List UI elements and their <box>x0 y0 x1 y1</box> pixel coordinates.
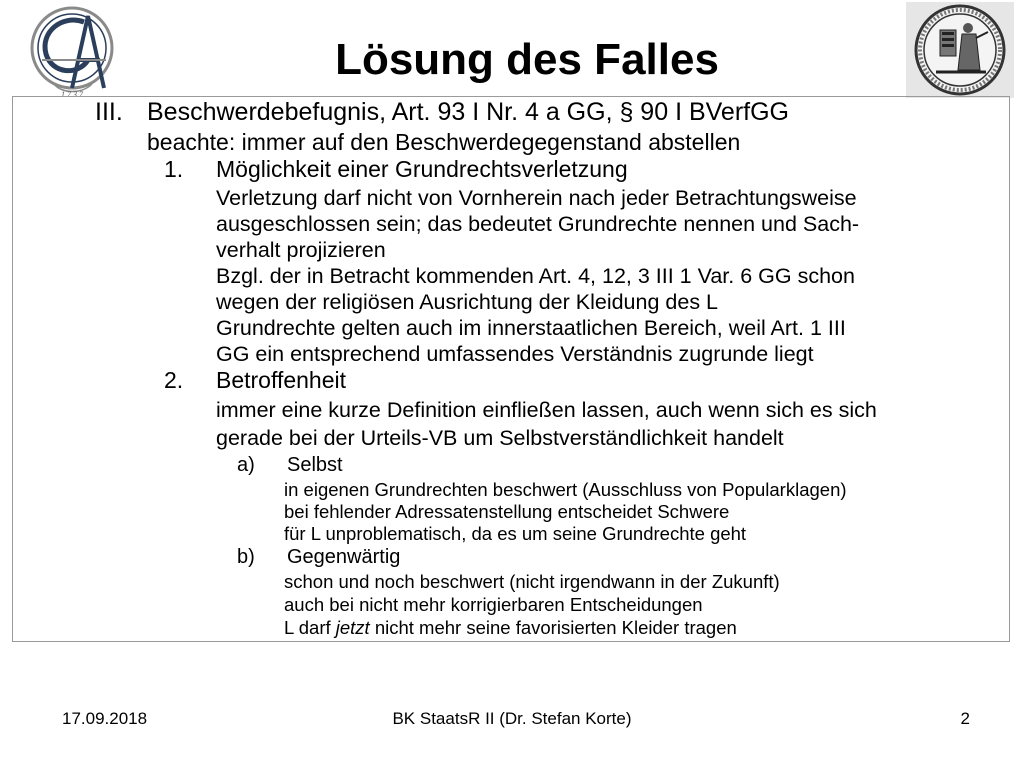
point-2-number: 2. <box>164 367 184 393</box>
point-1-text-line: Bzgl. der in Betracht kommenden Art. 4, 12, 3 III 1 Var. 6 GG schon <box>216 264 855 288</box>
point-1-text-line: verhalt projizieren <box>216 238 386 262</box>
point-2-heading <box>164 367 346 394</box>
subpoint-a-label: a) <box>237 454 255 476</box>
point-1-heading <box>164 156 628 183</box>
section-heading <box>95 98 789 127</box>
point-1-text-line: ausgeschlossen sein; das bedeutet Grundrechte nennen und Sach- <box>216 212 860 236</box>
section-number: III. <box>95 98 123 126</box>
point-2-title: Betroffenheit <box>216 367 347 393</box>
subpoint-a-title: Selbst <box>287 454 343 476</box>
seal-emblem <box>906 2 1014 98</box>
subpoint-b-label: b) <box>237 546 255 568</box>
subpoint-b-text-line <box>284 617 737 639</box>
point-1-text-line: wegen der religiösen Ausrichtung der Kleidung des L <box>216 290 718 314</box>
subpoint-b-last-post: nicht mehr seine favorisierten Kleider tragen <box>369 617 737 638</box>
point-1-title: Möglichkeit einer Grundrechtsverletzung <box>216 156 628 182</box>
subpoint-a-heading <box>237 454 343 477</box>
footer-title: BK StaatsR II (Dr. Stefan Korte) <box>392 709 632 728</box>
subpoint-b-text-line: schon und noch beschwert (nicht irgendwann in der Zukunft) <box>284 571 780 592</box>
point-1-text-line: Verletzung darf nicht von Vornherein nach jeder Betrachtungsweise <box>216 186 857 210</box>
subpoint-b-heading <box>237 546 400 569</box>
subpoint-a-text-line: bei fehlender Adressatenstellung entscheidet Schwere <box>284 501 730 522</box>
university-logo <box>22 2 122 100</box>
point-2-text-line: gerade bei der Urteils-VB um Selbstverständlichkeit handelt <box>216 426 784 450</box>
section-note: beachte: immer auf den Beschwerdegegenstand abstellen <box>147 129 741 155</box>
point-1-number: 1. <box>164 156 184 182</box>
logo-year: 1 7 3 7 <box>61 90 83 99</box>
point-1-text-line: Grundrechte gelten auch im innerstaatlichen Bereich, weil Art. 1 III <box>216 316 846 340</box>
subpoint-b-last-pre: L darf <box>284 617 336 638</box>
emphasis-word: jetzt <box>335 617 370 638</box>
point-2-text-line: immer eine kurze Definition einfließen lassen, auch wenn sich es sich <box>216 398 877 422</box>
subpoint-a-text-line: in eigenen Grundrechten beschwert (Ausschluss von Popularklagen) <box>284 479 847 500</box>
footer-date: 17.09.2018 <box>62 709 148 728</box>
subpoint-b-title: Gegenwärtig <box>287 546 401 568</box>
point-1-text-line: GG ein entsprechend umfassendes Verständnis zugrunde liegt <box>216 342 814 366</box>
slide-title: Lösung des Falles <box>335 35 719 84</box>
subpoint-b-text-line: auch bei nicht mehr korrigierbaren Entscheidungen <box>284 594 703 615</box>
page-number: 2 <box>960 709 970 728</box>
section-title: Beschwerdebefugnis, Art. 93 I Nr. 4 a GG, § 90 I BVerfGG <box>147 98 789 126</box>
subpoint-a-text-line: für L unproblematisch, da es um seine Grundrechte geht <box>284 523 747 544</box>
